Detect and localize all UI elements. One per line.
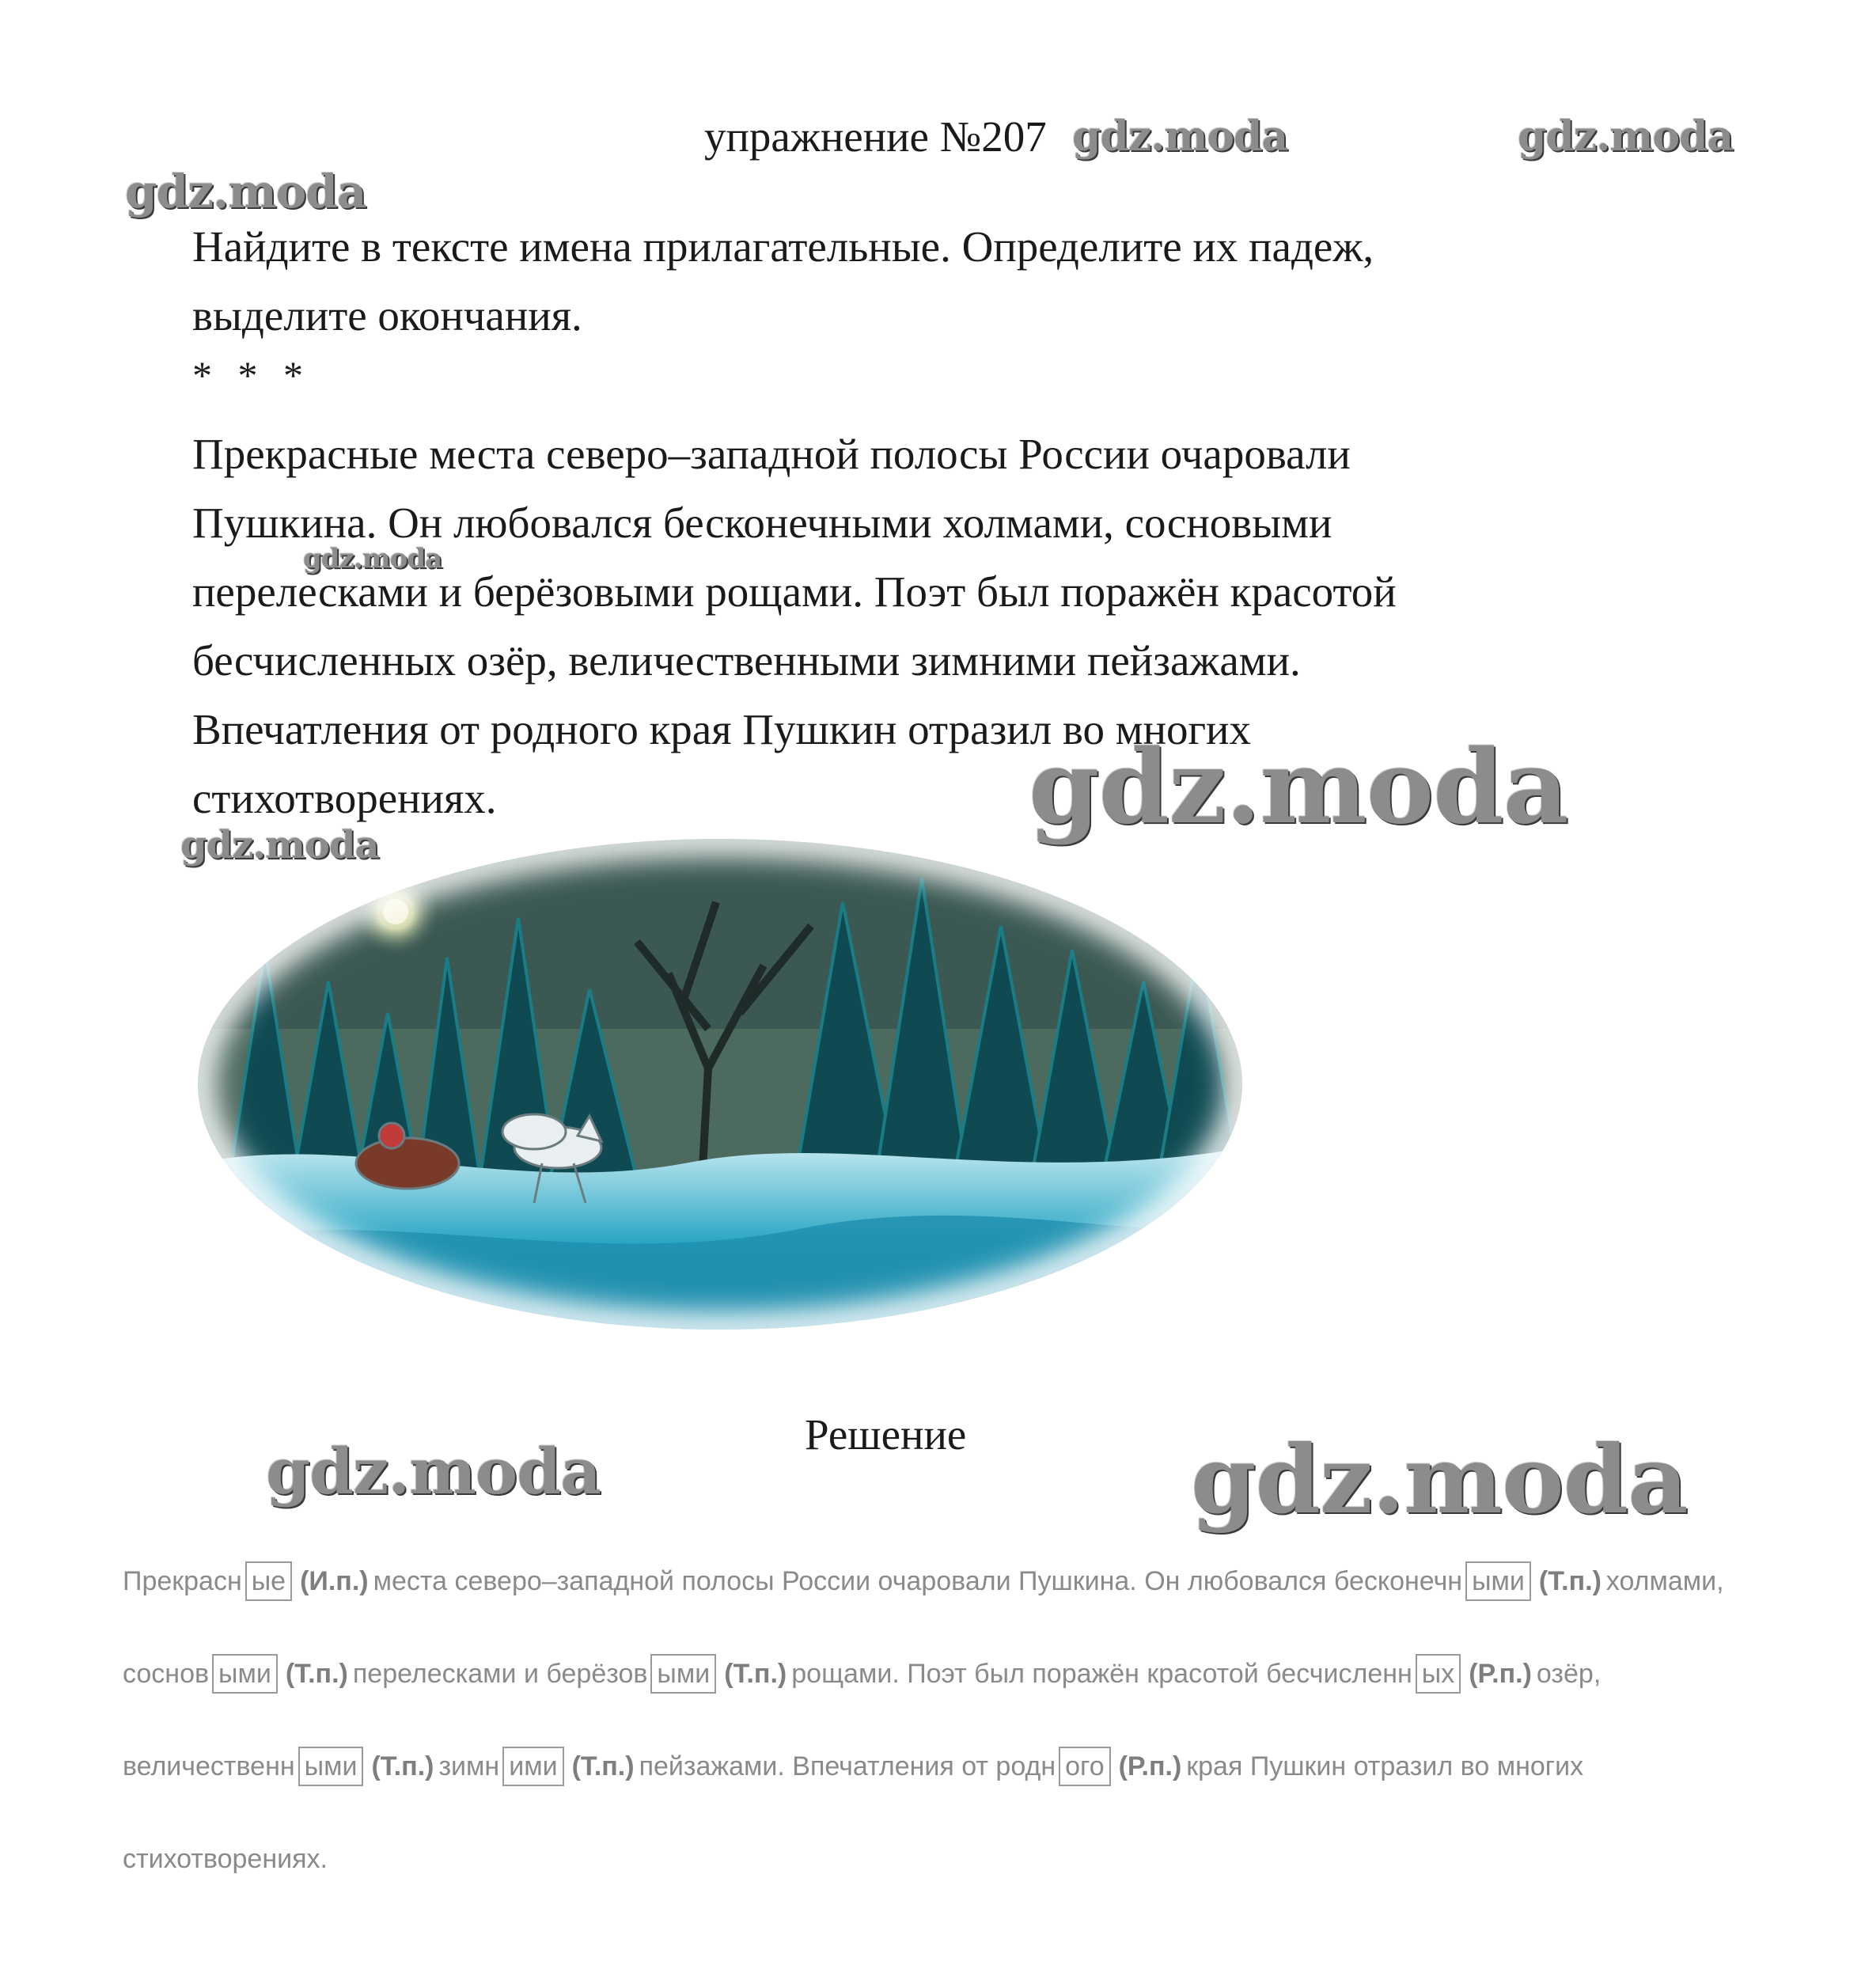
case-label: (Т.п.)	[571, 1751, 635, 1781]
adjective-ending: ыми	[650, 1654, 716, 1694]
exercise-title-text: упражнение №207	[704, 112, 1047, 161]
case-label: (Т.п.)	[1538, 1566, 1602, 1596]
text-line: перелесками и берёзовыми рощами. Поэт был поражён красотой	[192, 567, 1397, 616]
watermark: gdz.moda	[266, 1434, 601, 1508]
solution-fragment: озёр, величественн	[123, 1659, 1602, 1781]
adjective-ending: ые	[245, 1561, 292, 1601]
watermark: gdz.moda	[125, 165, 366, 218]
watermark: gdz.moda	[1072, 112, 1288, 161]
adjective-ending: ыми	[212, 1654, 278, 1694]
watermark: gdz.moda	[1518, 112, 1734, 161]
winter-troika-illustration	[194, 831, 1246, 1337]
text-line: стихотворениях.	[192, 774, 497, 822]
text-line: Прекрасные места северо–западной полосы России очаровали	[192, 430, 1351, 478]
adjective-ending: ыми	[1465, 1561, 1531, 1601]
watermark: gdz.moda	[180, 823, 379, 867]
watermark: gdz.moda	[1191, 1425, 1688, 1535]
solution-fragment: места северо–западной полосы России очаровали Пушкина. Он любовался бесконечн	[373, 1566, 1463, 1596]
exercise-title	[704, 111, 1047, 163]
solution-fragment: холмами, соснов	[123, 1566, 1724, 1689]
case-label: (Т.п.)	[724, 1659, 787, 1689]
adjective-ending: ыми	[298, 1747, 364, 1786]
solution-fragment: перелесками и берёзов	[352, 1659, 648, 1689]
solution-heading: Решение	[805, 1410, 967, 1459]
case-label: (Р.п.)	[1469, 1659, 1532, 1689]
task-instruction	[192, 212, 1585, 350]
instruction-line: Найдите в тексте имена прилагательные. Определите их падеж,	[192, 222, 1374, 271]
watermark: gdz.moda	[303, 543, 442, 575]
case-label: (Т.п.)	[285, 1659, 348, 1689]
watermark: gdz.moda	[1029, 728, 1568, 847]
case-label: (Т.п.)	[371, 1751, 434, 1781]
solution-fragment: края Пушкин отразил во многих стихотворениях.	[123, 1751, 1584, 1874]
text-separator: * * *	[192, 353, 311, 397]
text-line: Пушкина. Он любовался бесконечными холмами, сосновыми	[192, 499, 1332, 547]
adjective-ending: ых	[1416, 1654, 1461, 1694]
case-label: (Р.п.)	[1118, 1751, 1182, 1781]
text-line: бесчисленных озёр, величественными зимними пейзажами.	[192, 636, 1301, 685]
instruction-line: выделите окончания.	[192, 291, 582, 340]
solution-fragment: пейзажами. Впечатления от родн	[639, 1751, 1056, 1781]
adjective-ending: ими	[502, 1747, 563, 1786]
adjective-ending: ого	[1059, 1747, 1110, 1786]
solution-text	[123, 1535, 1768, 1906]
solution-fragment: зимн	[438, 1751, 500, 1781]
solution-fragment: рощами. Поэт был поражён красотой бесчисленн	[791, 1659, 1412, 1689]
solution-fragment: Прекрасн	[123, 1566, 242, 1596]
exercise-text	[192, 419, 1585, 833]
case-label: (И.п.)	[300, 1566, 369, 1596]
text-line: Впечатления от родного края Пушкин отразил во многих	[192, 705, 1251, 753]
